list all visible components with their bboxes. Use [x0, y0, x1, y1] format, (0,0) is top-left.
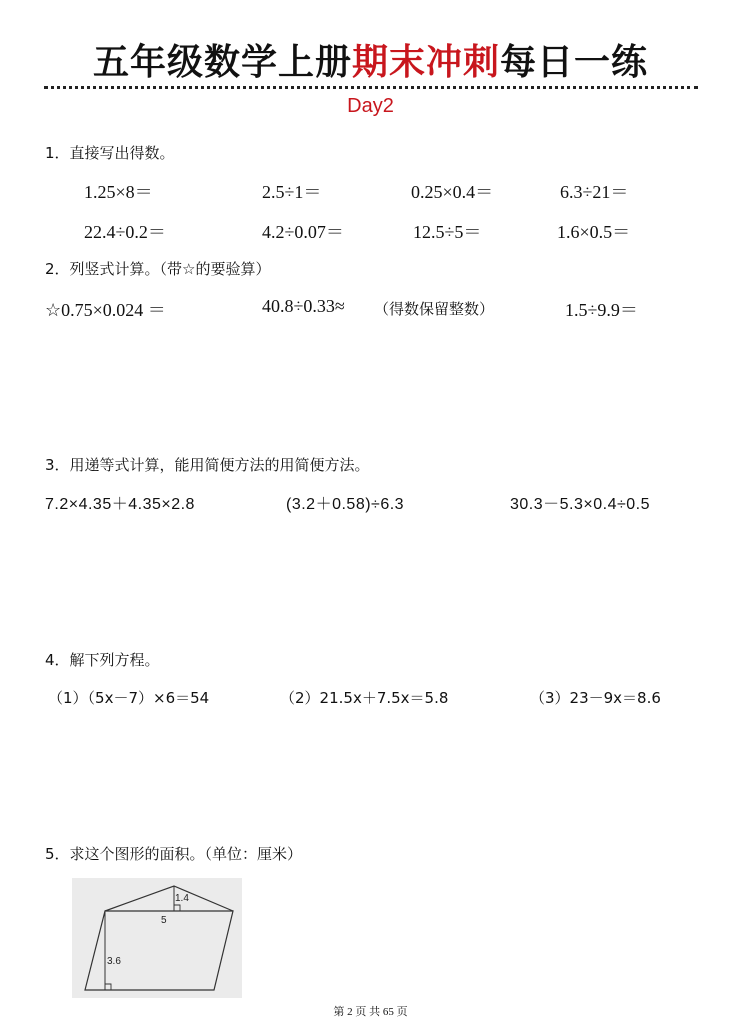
q2-item: 1.5÷9.9＝: [565, 300, 638, 320]
q3-item: 7.2×4.35＋4.35×2.8: [45, 496, 195, 513]
q2-heading: 2．列竖式计算。（带☆的要验算）: [45, 260, 271, 278]
q1-item: 1.25×8＝: [84, 182, 153, 202]
q2-item: ☆0.75×0.024 ＝: [45, 300, 166, 320]
q3-item: (3.2＋0.58)÷6.3: [286, 496, 405, 513]
figure-drawing: [72, 878, 242, 998]
q4-item: （3）23－9x＝8.6: [530, 689, 661, 707]
title-part-2: 期末冲刺: [351, 42, 500, 83]
q4-heading: 4．解下列方程。: [45, 651, 160, 669]
q3-heading: 3．用递等式计算，能用简便方法的用简便方法。: [45, 456, 370, 474]
q1-item: 22.4÷0.2＝: [84, 222, 166, 242]
q1-heading: 1．直接写出得数。: [45, 144, 175, 162]
q1-item: 12.5÷5＝: [413, 222, 482, 242]
right-angle-mark: [174, 905, 180, 911]
page-title: [0, 34, 741, 85]
title-part-1: 五年级数学上册: [92, 42, 352, 83]
q1-item: 6.3÷21＝: [560, 182, 629, 202]
title-part-3: 每日一练: [500, 42, 649, 83]
q3-item: 30.3－5.3×0.4÷0.5: [510, 496, 650, 513]
q2-note: （得数保留整数）: [374, 300, 495, 318]
q1-item: 2.5÷1＝: [262, 182, 322, 202]
dotted-divider: [44, 86, 698, 89]
q4-item: （1）（5x－7）×6＝54: [48, 689, 210, 707]
parallelogram-shape: [85, 911, 233, 990]
triangle-shape: [105, 886, 233, 911]
page-footer: 第 2 页 共 65 页: [333, 1006, 408, 1018]
label-base: 5: [161, 915, 167, 926]
q4-item: （2）21.5x＋7.5x＝5.8: [280, 689, 449, 707]
day-label: Day2: [347, 95, 394, 117]
geometry-figure: [72, 878, 242, 998]
label-parallelogram-height: 3.6: [107, 956, 121, 967]
q5-heading: 5．求这个图形的面积。（单位：厘米）: [45, 845, 303, 863]
right-angle-mark: [105, 984, 111, 990]
label-triangle-height: 1.4: [175, 893, 189, 904]
q1-item: 1.6×0.5＝: [557, 222, 631, 242]
q1-item: 0.25×0.4＝: [411, 182, 494, 202]
q1-item: 4.2÷0.07＝: [262, 222, 344, 242]
q2-item: 40.8÷0.33≈: [262, 296, 345, 316]
